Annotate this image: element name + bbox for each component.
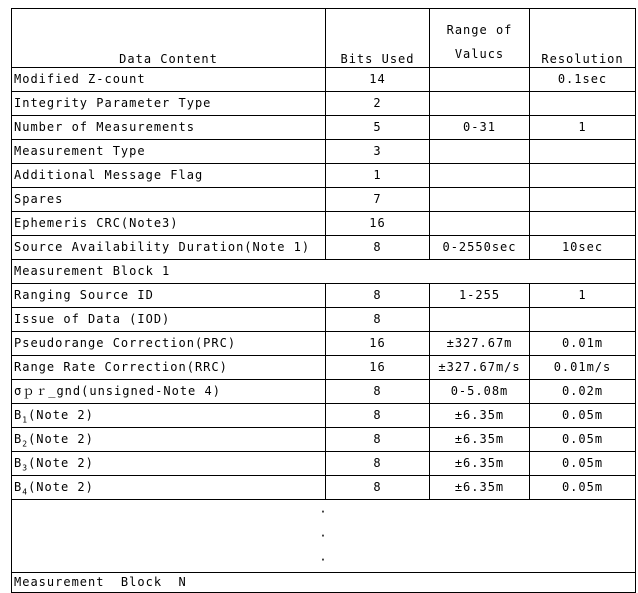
ellipsis-dot: · bbox=[319, 505, 328, 519]
b-suffix: (Note 2) bbox=[28, 480, 94, 494]
table-row bbox=[12, 140, 636, 164]
header-range-line-2: Valucs bbox=[454, 47, 505, 61]
row-content: Issue of Data (IOD) bbox=[12, 308, 326, 332]
b-suffix: (Note 2) bbox=[28, 408, 94, 422]
row-content: Number of Measurements bbox=[12, 116, 326, 140]
row-range: 1-255 bbox=[430, 284, 530, 308]
row-resolution bbox=[530, 140, 636, 164]
row-range bbox=[430, 140, 530, 164]
row-resolution: 0.02m bbox=[530, 380, 636, 404]
row-range bbox=[430, 308, 530, 332]
table-row bbox=[12, 212, 636, 236]
row-bits: 8 bbox=[326, 284, 430, 308]
row-range: ±6.35m bbox=[430, 452, 530, 476]
row-content: Additional Message Flag bbox=[12, 164, 326, 188]
header-range-line-1: Range of bbox=[446, 23, 513, 37]
row-range: ±6.35m bbox=[430, 404, 530, 428]
measurement-block-1-row bbox=[12, 260, 636, 284]
b-suffix: (Note 2) bbox=[28, 432, 94, 446]
table-row bbox=[12, 164, 636, 188]
row-resolution: 0.05m bbox=[530, 428, 636, 452]
row-range bbox=[430, 68, 530, 92]
b-subscript: 3 bbox=[22, 463, 29, 473]
b-base: B bbox=[14, 408, 23, 422]
row-range: ±327.67m/s bbox=[430, 356, 530, 380]
row-resolution: 0.1sec bbox=[530, 68, 636, 92]
header-resolution: Resolution bbox=[530, 9, 636, 68]
measurement-block-n-label: Measurement Block N bbox=[12, 573, 636, 593]
ellipsis-row bbox=[12, 500, 636, 573]
measurement-block-1-label: Measurement Block 1 bbox=[12, 260, 636, 284]
row-resolution: 0.01m/s bbox=[530, 356, 636, 380]
row-bits: 16 bbox=[326, 212, 430, 236]
row-resolution: 1 bbox=[530, 284, 636, 308]
header-range-of-values bbox=[430, 9, 530, 68]
row-resolution: 0.05m bbox=[530, 452, 636, 476]
row-resolution: 0.01m bbox=[530, 332, 636, 356]
ellipsis-dot: · bbox=[319, 553, 328, 567]
row-bits: 8 bbox=[326, 452, 430, 476]
row-content: Source Availability Duration(Note 1) bbox=[12, 236, 326, 260]
row-content: Range Rate Correction(RRC) bbox=[12, 356, 326, 380]
row-content bbox=[12, 404, 326, 428]
row-bits: 7 bbox=[326, 188, 430, 212]
table-row bbox=[12, 116, 636, 140]
row-range: ±327.67m bbox=[430, 332, 530, 356]
row-content bbox=[12, 428, 326, 452]
row-bits: 2 bbox=[326, 92, 430, 116]
table-row bbox=[12, 92, 636, 116]
b-suffix: (Note 2) bbox=[28, 456, 94, 470]
ellipsis-cell bbox=[12, 500, 636, 573]
row-content bbox=[12, 452, 326, 476]
table-row bbox=[12, 188, 636, 212]
table-row bbox=[12, 68, 636, 92]
row-content: Modified Z-count bbox=[12, 68, 326, 92]
row-bits: 16 bbox=[326, 356, 430, 380]
row-resolution bbox=[530, 92, 636, 116]
row-resolution: 0.05m bbox=[530, 476, 636, 500]
row-bits: 8 bbox=[326, 428, 430, 452]
measurement-block-n-row bbox=[12, 573, 636, 593]
row-range: ±6.35m bbox=[430, 428, 530, 452]
row-bits: 8 bbox=[326, 404, 430, 428]
table-row bbox=[12, 332, 636, 356]
row-range: 0-5.08m bbox=[430, 380, 530, 404]
row-resolution bbox=[530, 308, 636, 332]
header-bits-used: Bits Used bbox=[326, 9, 430, 68]
row-content: Ephemeris CRC(Note3) bbox=[12, 212, 326, 236]
row-content: σｐｒ_gnd(unsigned-Note 4) bbox=[12, 380, 326, 404]
ellipsis-dot: · bbox=[319, 529, 328, 543]
row-resolution bbox=[530, 212, 636, 236]
b-subscript: 1 bbox=[22, 415, 29, 425]
row-resolution: 1 bbox=[530, 116, 636, 140]
row-bits: 3 bbox=[326, 140, 430, 164]
row-range: ±6.35m bbox=[430, 476, 530, 500]
row-content: Spares bbox=[12, 188, 326, 212]
table-row bbox=[12, 308, 636, 332]
message-format-table bbox=[11, 8, 636, 593]
row-range bbox=[430, 212, 530, 236]
row-range: 0-31 bbox=[430, 116, 530, 140]
row-content: Integrity Parameter Type bbox=[12, 92, 326, 116]
table-row bbox=[12, 404, 636, 428]
row-range bbox=[430, 92, 530, 116]
row-range bbox=[430, 188, 530, 212]
row-content: Pseudorange Correction(PRC) bbox=[12, 332, 326, 356]
table-row bbox=[12, 236, 636, 260]
row-resolution: 0.05m bbox=[530, 404, 636, 428]
row-bits: 8 bbox=[326, 476, 430, 500]
row-resolution: 10sec bbox=[530, 236, 636, 260]
table-row bbox=[12, 452, 636, 476]
row-bits: 16 bbox=[326, 332, 430, 356]
row-range: 0-2550sec bbox=[430, 236, 530, 260]
row-content bbox=[12, 476, 326, 500]
table-row bbox=[12, 380, 636, 404]
table-row bbox=[12, 476, 636, 500]
b-base: B bbox=[14, 480, 23, 494]
b-base: B bbox=[14, 456, 23, 470]
row-resolution bbox=[530, 188, 636, 212]
b-base: B bbox=[14, 432, 23, 446]
row-bits: 1 bbox=[326, 164, 430, 188]
table-row bbox=[12, 356, 636, 380]
table-row bbox=[12, 284, 636, 308]
row-range bbox=[430, 164, 530, 188]
table-row bbox=[12, 428, 636, 452]
row-bits: 8 bbox=[326, 380, 430, 404]
header-row bbox=[12, 9, 636, 68]
row-resolution bbox=[530, 164, 636, 188]
row-bits: 5 bbox=[326, 116, 430, 140]
b-subscript: 4 bbox=[22, 487, 29, 497]
row-bits: 8 bbox=[326, 308, 430, 332]
row-content: Ranging Source ID bbox=[12, 284, 326, 308]
row-content: Measurement Type bbox=[12, 140, 326, 164]
b-subscript: 2 bbox=[22, 439, 29, 449]
row-bits: 8 bbox=[326, 236, 430, 260]
row-bits: 14 bbox=[326, 68, 430, 92]
header-data-content: Data Content bbox=[12, 9, 326, 68]
